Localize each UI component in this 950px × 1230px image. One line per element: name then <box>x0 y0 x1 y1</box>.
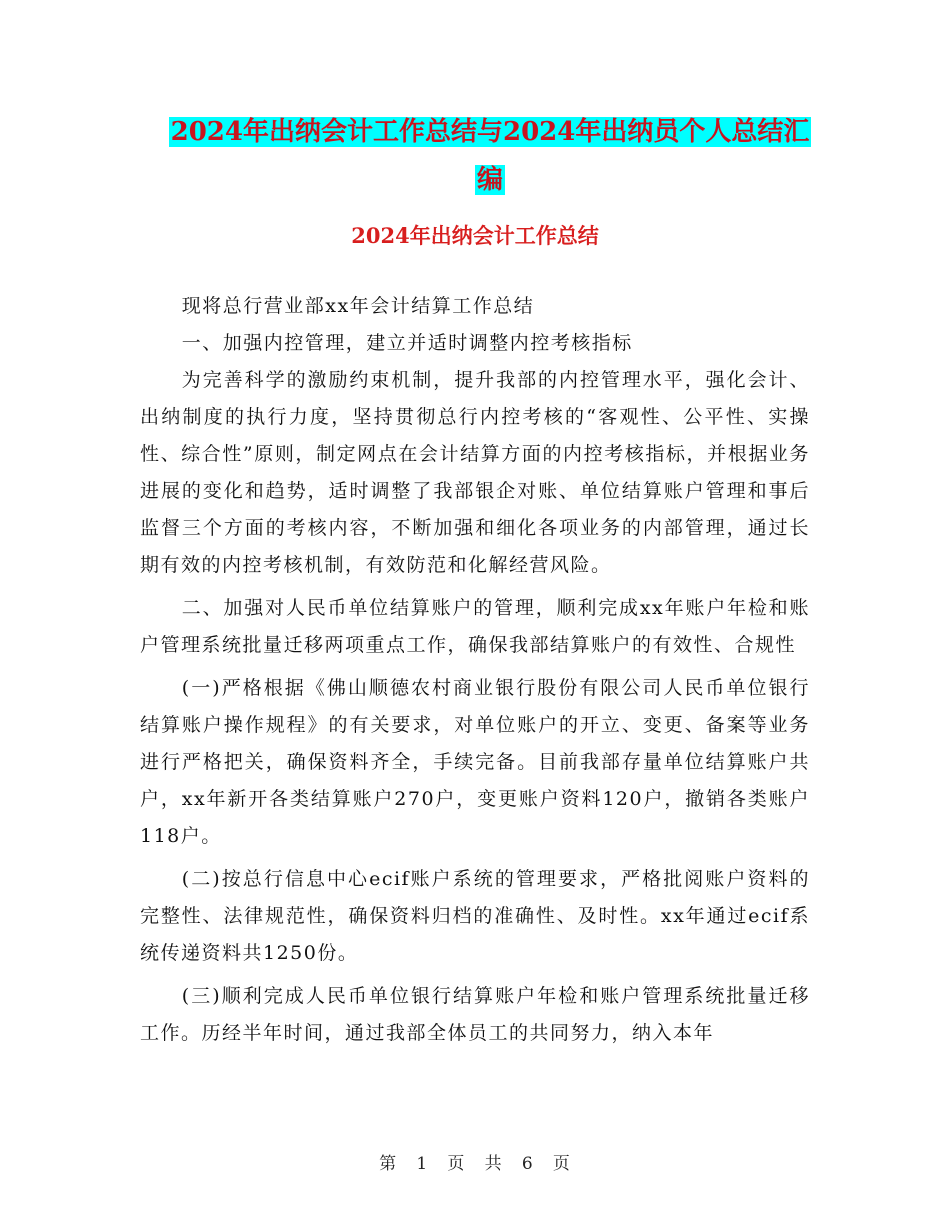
paragraph-body-1: 为完善科学的激励约束机制，提升我部的内控管理水平，强化会计、出纳制度的执行力度，坚持贯彻总行内控考核的“客观性、公平性、实操性、综合性”原则，制定网点在会计结算方面的内控考核指标，并根据业务进展的变化和趋势，适时调整了我部银企对账、单位结算账户管理和事后监督三个方面的考核内容，不断加强和细化各项业务的内部管理，通过长期有效的内控考核机制，有效防范和化解经营风险。 <box>140 369 810 576</box>
footer-current-page: 1 <box>416 1154 429 1174</box>
section-title: 2024年出纳会计工作总结 <box>351 223 599 248</box>
paragraph-item-2: (二)按总行信息中心ecif账户系统的管理要求，严格批阅账户资料的完整性、法律规范性，确保资料归档的准确性、及时性。xx年通过ecif系统传递资料共1250份。 <box>140 868 810 964</box>
paragraph-item-3: (三)顺利完成人民币单位银行结算账户年检和账户管理系统批量迁移工作。历经半年时间，通过我部全体员工的共同努力，纳入本年 <box>140 985 810 1044</box>
footer-label-total: 共 <box>484 1154 503 1174</box>
footer-label-page-unit: 页 <box>447 1154 466 1174</box>
document-title-line2: 编 <box>476 165 503 195</box>
paragraph-heading-2: 二、加强对人民币单位结算账户的管理，顺利完成xx年账户年检和账户管理系统批量迁移两项重点工作，确保我部结算账户的有效性、合规性 <box>140 597 810 656</box>
footer-label-total-unit: 页 <box>552 1154 571 1174</box>
paragraph-heading-1: 一、加强内控管理，建立并适时调整内控考核指标 <box>181 332 633 354</box>
footer-total-pages: 6 <box>521 1154 534 1174</box>
document-title <box>140 108 840 204</box>
paragraph-intro: 现将总行营业部xx年会计结算工作总结 <box>181 295 535 317</box>
document-title-line1: 2024年出纳会计工作总结与2024年出纳员个人总结汇 <box>170 117 810 147</box>
footer-label-page: 第 <box>379 1154 398 1174</box>
document-body <box>140 288 810 1052</box>
page-footer <box>0 1150 950 1178</box>
paragraph-item-1: (一)严格根据《佛山顺德农村商业银行股份有限公司人民币单位银行结算账户操作规程》的有关要求，对单位账户的开立、变更、备案等业务进行严格把关，确保资料齐全，手续完备。目前我部存量单位结算账户共户，xx年新开各类结算账户270户，变更账户资料120户，撤销各类账户118户。 <box>140 677 810 847</box>
